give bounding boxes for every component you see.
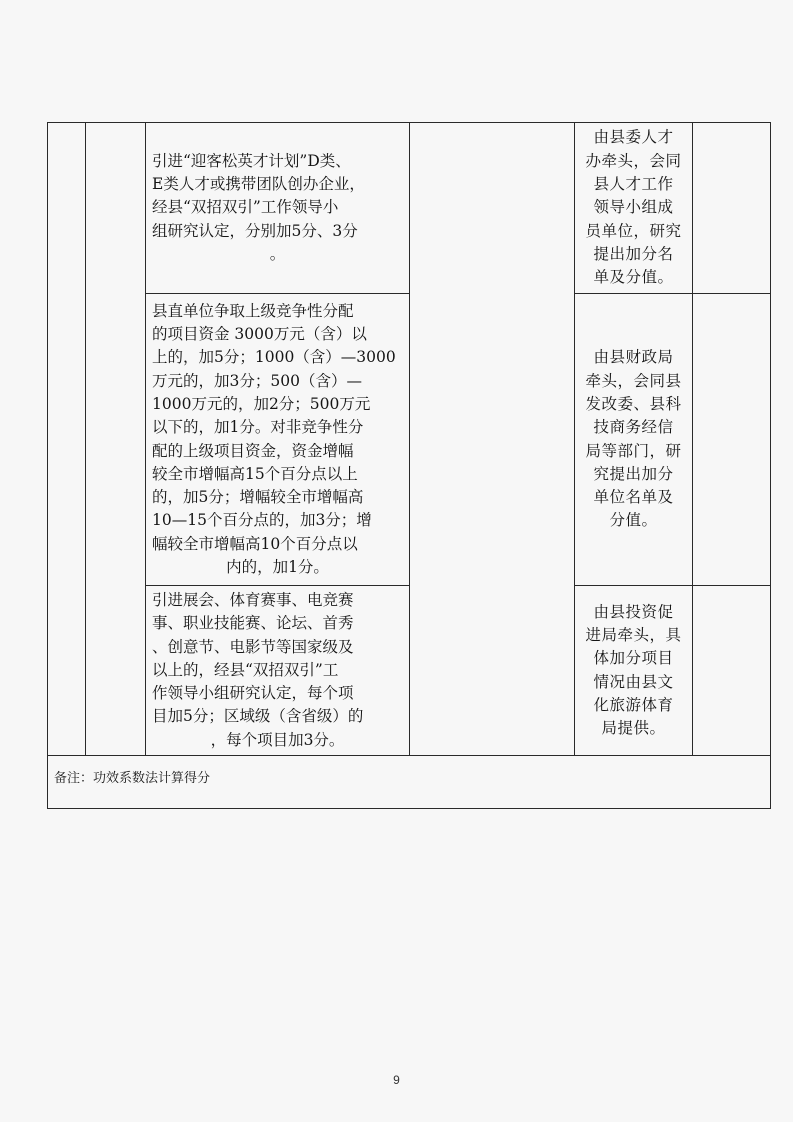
index-cell [48,123,86,756]
lead-line: 分值。 [609,511,658,530]
criteria-line: 上的，加5分；1000（含）—3000 [152,348,396,367]
criteria-line: 县直单位争取上级竞争性分配 [152,301,354,320]
lead-line: 牵头，会同县 [585,371,682,390]
criteria-line: 的，加5分；增幅较全市增幅高 [152,488,364,507]
lead-line: 提出加分名 [593,244,674,263]
criteria-line: 引进“迎客松英才计划”D类、 [152,151,351,170]
table-row [48,123,771,294]
lead-line: 究提出加分 [593,464,674,483]
note-cell [48,756,771,809]
criteria-cell [146,294,410,586]
criteria-line: 内的，加1分。 [226,557,329,576]
criteria-line: 事、职业技能赛、论坛、首秀 [152,614,354,633]
lead-line: 技商务经信 [593,418,674,437]
remarks-cell [693,586,771,756]
lead-line: 体加分项目 [593,649,674,668]
remarks-cell [693,294,771,586]
lead-line: 由县委人才 [593,128,674,147]
criteria-cell [146,123,410,294]
lead-line: 进局牵头，具 [585,625,682,644]
criteria-cell [146,586,410,756]
lead-department-cell [575,123,693,294]
lead-line: 情况由县文 [593,672,674,691]
criteria-line: 万元的，加3分；500（含）— [152,371,362,390]
remarks-cell [693,123,771,294]
criteria-line: 以上的，经县“双招双引”工 [152,660,339,679]
criteria-line: 经县“双招双引”工作领导小 [152,198,339,217]
criteria-line: ，每个项目加3分。 [210,730,345,749]
lead-line: 单及分值。 [593,268,674,287]
criteria-line: 1000万元的，加2分；500万元 [152,394,371,413]
scoring-table [47,122,771,809]
lead-department-cell [575,586,693,756]
lead-line: 员单位，研究 [585,221,682,240]
page-number: 9 [393,1073,400,1087]
criteria-line: 目加5分；区域级（含省级）的 [152,707,364,726]
lead-line: 县人才工作 [593,175,674,194]
criteria-line: 10—15个百分点的，加3分；增 [152,511,372,530]
table-row [48,756,771,809]
lead-department-cell [575,294,693,586]
criteria-line: E类人才或携带团队创办企业， [152,175,365,194]
category-cell [86,123,146,756]
lead-line: 领导小组成 [593,198,674,217]
criteria-line: 组研究认定，分别加5分、3分 [152,221,358,240]
criteria-line: 较全市增幅高15个百分点以上 [152,464,358,483]
lead-line: 办牵头，会同 [585,151,682,170]
criteria-line: 作领导小组研究认定，每个项 [152,684,354,703]
note-text: 备注：功效系数法计算得分 [54,771,211,786]
lead-line: 由县投资促 [593,602,674,621]
criteria-line: 配的上级项目资金，资金增幅 [152,441,354,460]
criteria-line: 引进展会、体育赛事、电竞赛 [152,590,354,609]
lead-line: 发改委、县科 [585,394,682,413]
criteria-line: 以下的，加1分。对非竞争性分 [152,418,364,437]
criteria-line: 的项目资金 3000万元（含）以 [152,325,367,344]
criteria-line: 、创意节、电影节等国家级及 [152,637,354,656]
lead-line: 化旅游体育 [593,695,674,714]
lead-line: 局提供。 [601,719,666,738]
lead-line: 由县财政局 [593,348,674,367]
criteria-line: 。 [269,244,286,263]
scoring-method-cell [410,123,575,756]
table-row [48,586,771,756]
criteria-line: 幅较全市增幅高10个百分点以 [152,534,358,553]
lead-line: 局等部门，研 [585,441,682,460]
table-row [48,294,771,586]
lead-line: 单位名单及 [593,488,674,507]
